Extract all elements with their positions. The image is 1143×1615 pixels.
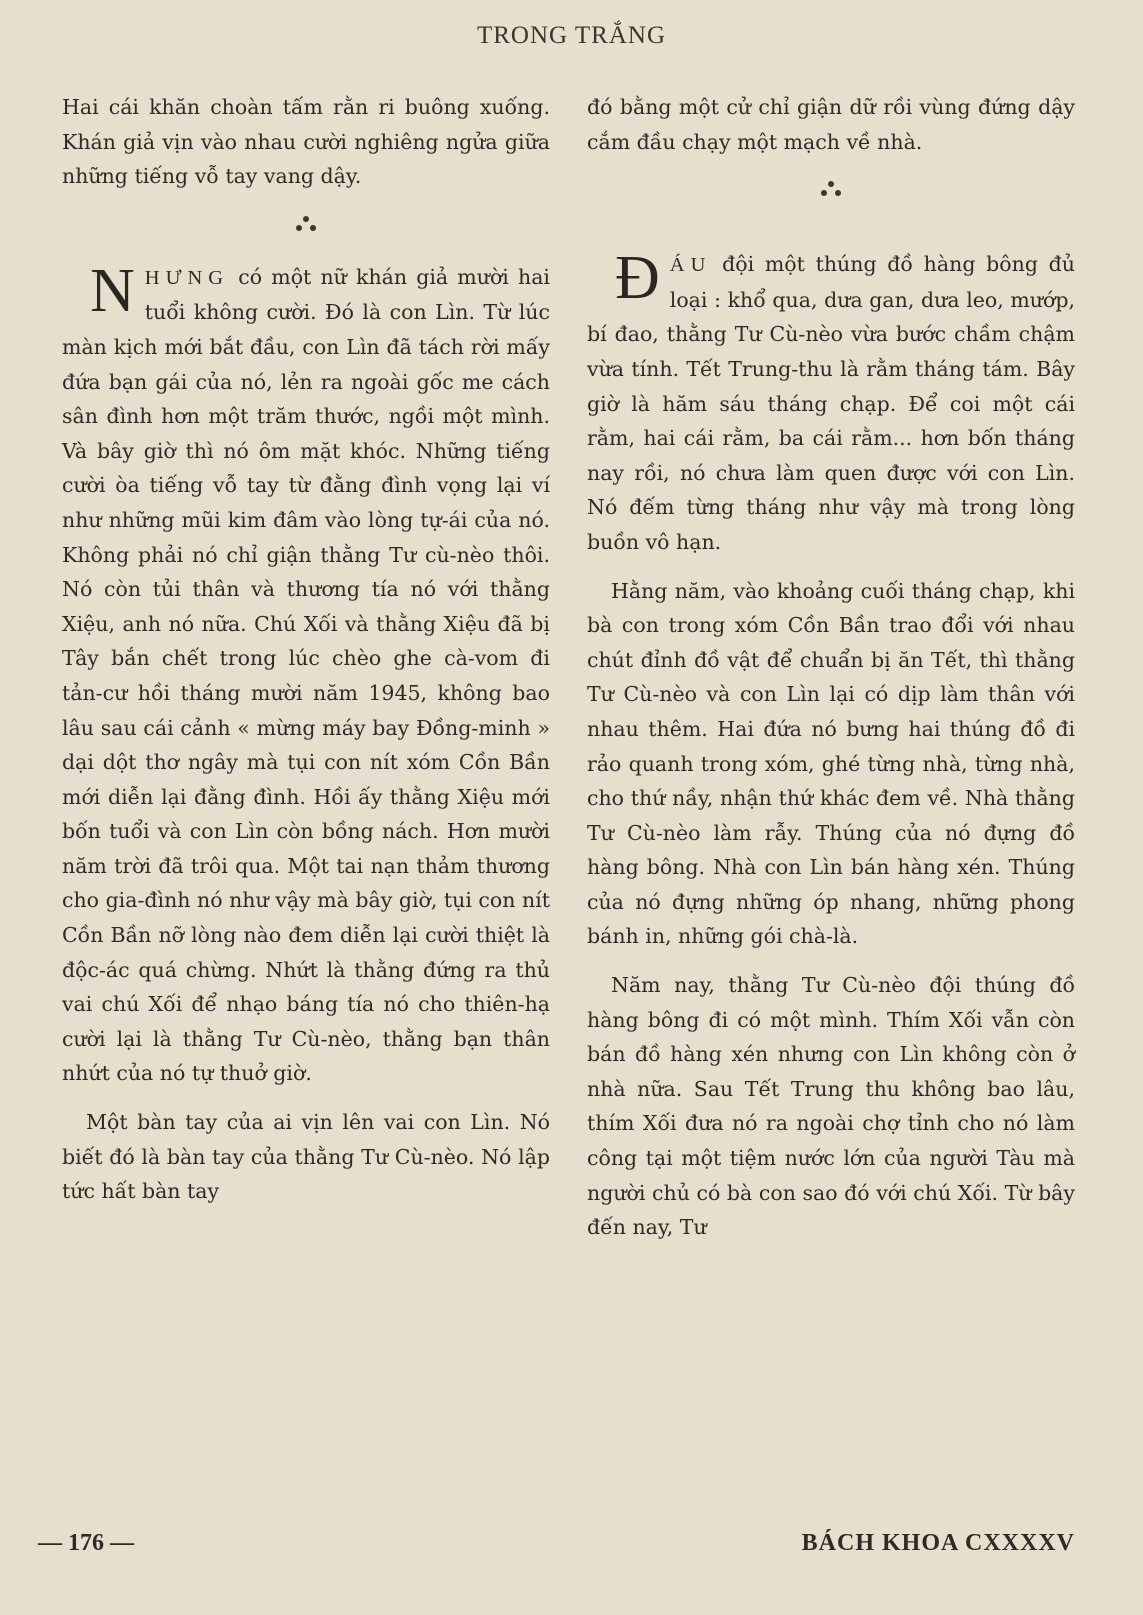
- lead-word: ÁU: [669, 254, 712, 277]
- running-head: TRONG TRẮNG: [476, 22, 666, 49]
- drop-cap: N: [90, 256, 135, 325]
- paragraph: [587, 244, 1075, 559]
- journal-title: BÁCH KHOA CXXXXV: [801, 1530, 1075, 1556]
- paragraph: Hằng năm, vào khoảng cuối tháng chạp, khi bà con trong xóm Cồn Bần trao đổi với nhau chút đỉnh đồ vật để chuẩn bị ăn Tết, thì thằng Tư Cù-nèo và con Lìn lại có dịp làm thân với nhau thêm. Hai đứa nó bưng hai thúng đồ đi rảo quanh trong xóm, ghé từng nhà, từng nhà, cho thứ nầy, nhận thứ khác đem về. Nhà thằng Tư Cù-nèo làm rẫy. Thúng của nó đựng đồ hàng bông. Nhà con Lìn bán hàng xén. Thúng của nó đựng những óp nhang, những phong bánh in, những gói chà-là.: [587, 578, 1075, 949]
- paragraph-body: có một nữ khán giả mười hai tuổi không cười. Đó là con Lìn. Từ lúc màn kịch mới bắt đầu, con Lìn đã tách rời mấy đứa bạn gái của nó, lẻn ra ngoài gốc me cách sân đình hơn một trăm thước, ngồi một mình. Và bây giờ thì nó ôm mặt khóc. Những tiếng cười òa tiếng vỗ tay từ đằng đình vọng lại ví như những mũi kim đâm vào lòng tự-ái của nó. Không phải nó chỉ giận thằng Tư cù-nèo thôi. Nó còn tủi thân và thương tía nó với thằng Xiệu, anh nó nữa. Chú Xối và thằng Xiệu đã bị Tây bắn chết trong lúc chèo ghe cà-vom đi tản-cư hồi tháng mười năm 1945, không bao lâu sau cái cảnh « mừng máy bay Đồng-minh » dại dột thơ ngây mà tụi con nít xóm Cồn Bần mới diễn lại đằng đình. Hồi ấy thằng Xiệu mới bốn tuổi và con Lìn còn bồng nách. Hơn mười năm trời đã trôi qua. Một tai nạn thảm thương cho gia-đình nó như vậy mà bây giờ, tụi con nít Cồn Bần nỡ lòng nào đem diễn lại cười thiệt là độc-ác quá chừng. Nhứt là thằng đứng ra thủ vai chú Xối để nhạo báng tía nó cho thiên-hạ cười lại là thằng Tư Cù-nèo, thằng bạn thân nhứt của nó tự thuở giờ.: [62, 264, 550, 1086]
- asterism-icon: [294, 216, 318, 236]
- lead-word: HƯNG: [144, 266, 230, 289]
- section-separator: [62, 200, 550, 256]
- paragraph-body: đội một thúng đồ hàng bông đủ loại : khổ qua, dưa gan, dưa leo, mướp, bí đao, thằng Tư Cù-nèo vừa bước chầm chậm vừa tính. Tết Trung-thu là rằm tháng tám. Bây giờ là hăm sáu tháng chạp. Để coi một cái rằm, hai cái rằm, ba cái rằm... hơn bốn tháng nay rồi, nó chưa làm quen được với con Lìn. Nó đếm từng tháng như vậy mà trong lòng buồn vô hạn.: [587, 252, 1075, 554]
- drop-cap: Đ: [615, 244, 660, 313]
- right-column: [587, 90, 1075, 1245]
- left-column: [62, 90, 550, 1209]
- asterism-icon: [819, 181, 843, 201]
- section-separator: [587, 165, 1075, 221]
- paragraph: Hai cái khăn choàn tấm rằn ri buông xuống. Khán giả vịn vào nhau cười nghiêng ngửa giữa những tiếng vỗ tay vang dậy.: [62, 95, 550, 189]
- paragraph: Một bàn tay của ai vịn lên vai con Lìn. Nó biết đó là bàn tay của thằng Tư Cù-nèo. Nó lập tức hất bàn tay: [62, 1110, 550, 1204]
- paragraph: Năm nay, thằng Tư Cù-nèo đội thúng đồ hàng bông đi có một mình. Thím Xối vẫn còn bán đồ hàng xén nhưng con Lìn không còn ở nhà nữa. Sau Tết Trung thu không bao lâu, thím Xối đưa nó ra ngoài chợ tỉnh cho nó làm công tại một tiệm nước lớn của người Tàu mà người chủ có bà con sao đó với chú Xối. Từ bây đến nay, Tư: [587, 973, 1075, 1240]
- paragraph: đó bằng một cử chỉ giận dữ rồi vùng đứng dậy cắm đầu chạy một mạch về nhà.: [587, 95, 1075, 154]
- page-number: — 176 —: [38, 1530, 134, 1556]
- paragraph: [62, 256, 550, 1091]
